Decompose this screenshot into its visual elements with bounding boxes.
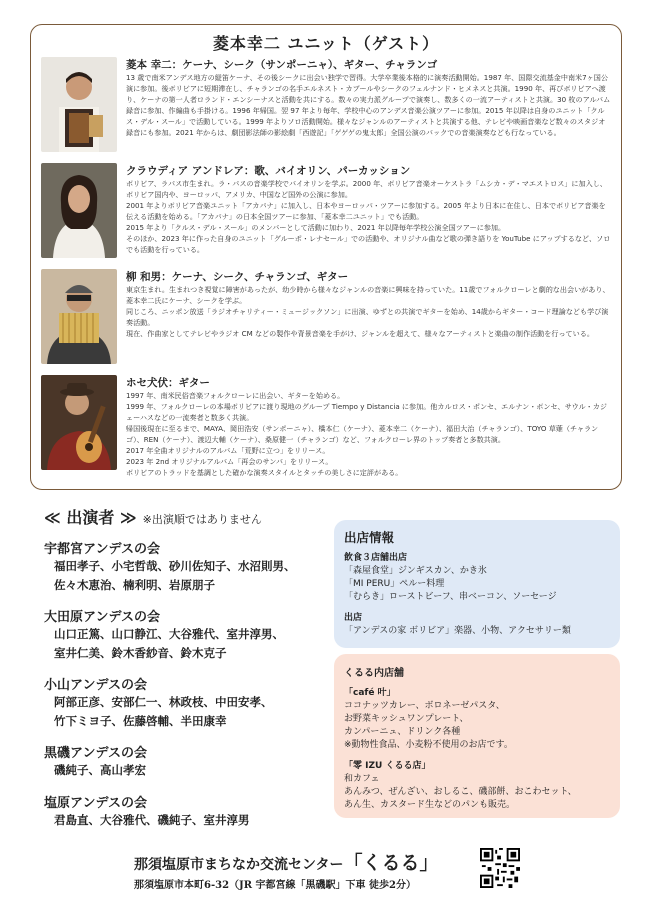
- shop2-name: 「零 IZU くるる店」: [344, 761, 431, 771]
- inner-shops-title: くるる内店舗: [344, 668, 404, 679]
- guest-member-jose: [41, 375, 613, 475]
- bio-paragraph: 2017 年全曲オリジナルのアルバム「荒野に立つ」をリリース。: [126, 446, 330, 455]
- guest-member-claudia: [41, 163, 613, 263]
- food-subheading: 飲食３店舗出店: [344, 553, 408, 563]
- bio-paragraph: 帰国後現在に至るまで、MAYA、岡田浩安（サンポーニャ）、橋本仁（ケーナ）、菱本幸二（ケーナ）、福田大治（チャランゴ）、TOYO 草薙（チャランゴ）、REN（ケーナ）、渡辺大輔（ケーナ）、桑原健一（チャランゴ）など、フォルクローレ界のトップ奏者と多数共演。: [126, 424, 599, 444]
- member-bio: [126, 284, 612, 339]
- cast-group: [44, 606, 344, 663]
- shop2-line: 和カフェ: [344, 774, 380, 784]
- shop2-line: あんみつ、ぜんざい、おしるこ、磯部餅、おこわセット、: [344, 787, 577, 797]
- cast-group: [44, 742, 344, 780]
- cafe-line: ※動物性食品、小麦粉不使用のお店です。: [344, 740, 513, 750]
- cast-note: ※出演順ではありません: [142, 513, 262, 526]
- bio-paragraph: 2015 年より「クルス・デル・スール」のメンバーとして活動に加わり、2021 年以降毎年学校公演全国ツアーに参加。: [126, 223, 506, 232]
- shop-title: 出店情報: [344, 530, 395, 545]
- group-members: 君島直、大谷雅代、磯純子、室井淳男: [54, 813, 250, 827]
- cast-heading: [44, 505, 262, 528]
- member-bio: [126, 178, 612, 255]
- venue-name-line: [134, 848, 438, 875]
- shop-entry: 「アンデスの家 ボリビア」楽器、小物、アクセサリー類: [344, 626, 571, 636]
- shop2-line: あん生、カスタード生などのパンも販売。: [344, 800, 516, 810]
- group-name: 大田原アンデスの会: [44, 610, 160, 625]
- group-members: 磯純子、高山孝宏: [54, 763, 146, 777]
- member-name: クラウディア アンドレア：歌、バイオリン、パーカッション: [126, 165, 411, 177]
- cast-group: [44, 792, 344, 830]
- bio-paragraph: 東京生まれ。生まれつき視覚に障害があったが、幼少時から様々なジャンルの音楽に興味を持っていた。11歳でフォルクローレと劇的な出会いがあり、菱本幸二氏にケーナ、シークを学ぶ。: [126, 285, 610, 305]
- group-members: 阿部正彦、安部仁一、林政枝、中田安孝、: [54, 695, 273, 709]
- cast-group: [44, 538, 344, 595]
- bio-paragraph: 1999 年、フォルクローレの本場ボリビアに渡り現地のグループ Tiempo y Distancia に参加。他カルロス・ポンセ、エルナン・ボンセ、サウル・カジェーハスなどの一流奏者と数多く共演。: [126, 402, 607, 422]
- group-members: 室井仁美、鈴木香紗音、鈴木克子: [54, 646, 227, 660]
- member-bio: [126, 72, 612, 138]
- photo-jose: [41, 375, 117, 470]
- bio-paragraph: そのほか、2023 年に作った自身のユニット「グルーポ・レナセール」での活動や、オリジナル曲など歌の弾き語りを YouTube にアップするなど、ソロでも活動を行っている。: [126, 234, 611, 254]
- cast-group: [44, 674, 344, 731]
- guest-title: 菱本幸二 ユニット（ゲスト）: [212, 34, 440, 53]
- bio-paragraph: 2001 年よりボリビア音楽ユニット「アカパナ」に加入し、日本やヨーロッパ・ツアーに参加する。2005 年より日本に在住し、日本でボリビア音楽を伝える活動を始める。「アカパナ」の日本全国ツアーに参加、「菱本幸二ユニット」でも活動。: [126, 201, 606, 221]
- member-name: ホセ犬伏：ギター: [126, 377, 210, 389]
- photo-claudia: [41, 163, 117, 258]
- photo-hishimoto: [41, 57, 117, 152]
- group-name: 塩原アンデスの会: [44, 796, 147, 811]
- shop-entry: 「MI PERU」ペルー料理: [344, 579, 445, 589]
- bio-paragraph: 同じころ、ニッポン放送「ラジオチャリティー・ミュージックソン」に出演、ゆずとの共演でギターを始め、14歳からギター・コード理論なども学び演奏活動。: [126, 307, 609, 327]
- venue-prefix: 那須塩原市まちなか交流センター: [134, 857, 344, 873]
- member-bio: [126, 390, 612, 478]
- guest-section: [30, 24, 622, 490]
- guest-member-hishimoto: [41, 57, 613, 157]
- venue-address: 那須塩原市本町6-32（JR 宇都宮線「黒磯駅」下車 徒歩2分）: [134, 880, 416, 891]
- guest-member-yanagi: [41, 269, 613, 369]
- group-name: 宇都宮アンデスの会: [44, 542, 160, 557]
- venue-name: 「くるる」: [343, 852, 439, 874]
- group-members: 山口正篤、山口静江、大谷雅代、室井淳男、: [54, 627, 284, 641]
- member-name: 菱本 幸二：ケーナ、シーク（サンポーニャ）、ギター、チャランゴ: [126, 59, 438, 71]
- group-name: 黒磯アンデスの会: [44, 746, 147, 761]
- bio-paragraph: 2023 年 2nd オリジナルアルバム「再会のサンバ」をリリース。: [126, 457, 333, 466]
- group-members: 福田孝子、小宅哲哉、砂川佐知子、水沼則男、: [54, 559, 296, 573]
- cafe-line: お野菜キッシュワンプレート、: [344, 714, 469, 724]
- cast-title: ≪ 出演者 ≫: [44, 508, 137, 527]
- photo-yanagi: [41, 269, 117, 364]
- group-members: 竹下ミヨ子、佐藤啓輔、半田康幸: [54, 714, 227, 728]
- bio-paragraph: 1997 年、南米民俗音楽フォルクローレに出会い、ギターを始める。: [126, 391, 345, 400]
- member-name: 柳 和男：ケーナ、シーク、チャランゴ、ギター: [126, 271, 349, 283]
- shop-entry: 「むらき」ローストビーフ、串ベーコン、ソーセージ: [344, 592, 557, 602]
- cafe-name: 「café 叶」: [344, 688, 396, 698]
- group-name: 小山アンデスの会: [44, 678, 147, 693]
- shop-info-box: [334, 520, 620, 648]
- qr-code-icon[interactable]: [480, 848, 520, 888]
- cafe-line: ココナッツカレー、ボロネーゼパスタ、: [344, 701, 505, 711]
- bio-paragraph: ボリビアのトラッドを基調とした確かな演奏スタイルとタッチの美しさに定評がある。: [126, 468, 403, 477]
- inner-shops-box: [334, 654, 620, 818]
- shop-entry: 「森屋食堂」ジンギスカン、かき氷: [344, 566, 487, 576]
- goods-subheading: 出店: [344, 613, 363, 623]
- bio-paragraph: 現在、作曲家としてテレビやラジオ CM などの製作や背景音楽を手がけ、ジャンルを超えて、様々なアーティストと楽曲の制作活動を行っている。: [126, 329, 594, 338]
- cafe-line: カンパーニュ、ドリンク各種: [344, 727, 461, 737]
- bio-paragraph: 13 歳で南米アンデス地方の縦笛ケーナ、その後シークに出会い独学で習得。大学卒業後本格的に演奏活動開始。1987 年、国際交流基金中南米7ヶ国公演に参加。後ボリビアに短期滞在し、チャランゴの名手エルネスト・カブールやシークのフェルナンド・ヒメネスと共演。1990 年、再びボリビアへ渡り、ケーナの第一人者ロランド・エンシーナスと活動を共にする。数々の実力派グループで演奏し、数多くの一流アーティストと共演。30 枚のアルバム録音に参加、作編曲も手掛ける。1996 年帰国。翌 97 年より毎年、学校中心のアンデス音楽公演ツアーに参加。2015 年以降は自身のユニット「クルス・デル・スール」で活動している。1999 年よりソロ活動開始。様々なジャンルのアーティストと共演する他、テレビや映画音楽など数々のスタジオ録音にも参加。2021 年からは、劇団影法師の影絵劇「西遊記」「ゲゲゲの鬼太郎」全国公演のバックでの音楽演奏なども行なっている。: [126, 73, 611, 137]
- group-members: 佐々木恵治、楠利明、岩原朋子: [54, 578, 215, 592]
- bio-paragraph: ボリビア、ラパス市生まれ。ラ・パスの音楽学校でバイオリンを学ぶ。2000 年、ボリビア音楽オーケストラ「ムシカ・デ・マエストロス」に加入し、ボリビア国内や、ヨーロッパ、アメリカ、中国など国外の公演に参加。: [126, 179, 607, 199]
